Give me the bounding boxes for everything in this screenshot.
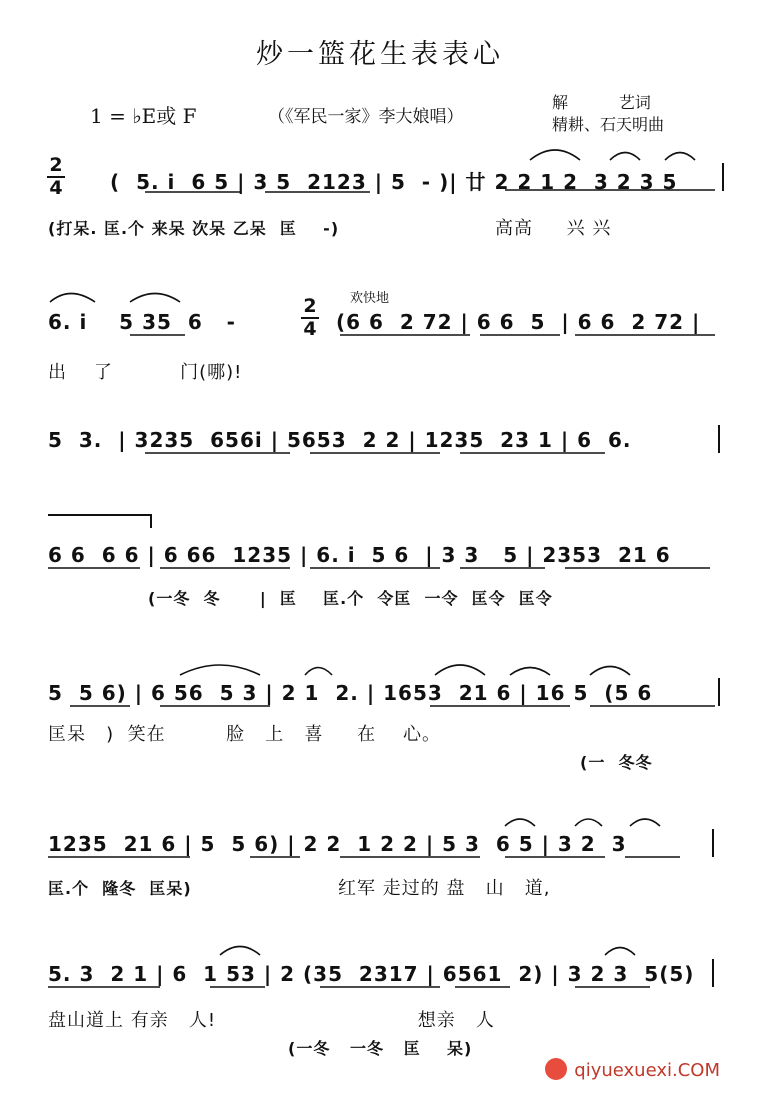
slur-mark xyxy=(50,294,95,303)
slur-mark xyxy=(505,819,535,826)
row5-percussion: (一 冬冬 xyxy=(580,753,653,772)
row7-lyrics: 盘山道上 有亲 人! 想亲 人 xyxy=(48,1010,495,1031)
time-sig-top: 2 xyxy=(49,154,63,176)
song-title: 炒一篮花生表表心 xyxy=(256,39,504,70)
row4-percussion: (一冬 冬 | 匡 匡.个 令匡 一令 匡令 匡令 xyxy=(148,589,553,608)
slur-mark xyxy=(220,947,260,956)
lyricist-credit: 解 艺词 xyxy=(552,93,651,112)
watermark-logo-icon xyxy=(545,1058,567,1080)
time-sig-bottom: 4 xyxy=(49,177,63,199)
row2-notes-a: 6. i 5 35 6 - xyxy=(48,310,236,334)
slur-mark xyxy=(180,665,260,675)
row6-percussion: 匡.个 隆冬 匡呆) xyxy=(48,879,192,898)
slur-mark xyxy=(575,819,602,826)
row6-notes: 1235 21 6 | 5 5 6) | 2 2 1 2 2 | 5 3 6 5 | 3 2 3 xyxy=(48,832,627,856)
row5-notes: 5 5 6) | 6 56 5 3 | 2 1 2. | 1653 21 6 | 16 5 (5 6 xyxy=(48,681,653,705)
slur-mark xyxy=(665,153,695,161)
row3-notes: 5 3. | 3235 656i | 5653 2 2 | 1235 23 1 | 6 6. xyxy=(48,428,632,452)
row7-notes: 5. 3 2 1 | 6 1 53 | 2 (35 2317 | 6561 2) | 3 2 3 5(5) xyxy=(48,962,695,986)
row1-lyrics: 高高 兴 兴 xyxy=(495,218,612,239)
slur-mark xyxy=(530,150,580,160)
slur-mark xyxy=(605,948,635,956)
row1-percussion: (打呆. 匡.个 来呆 次呆 乙呆 匡 -) xyxy=(48,219,340,238)
source-note: （《军民一家》李大娘唱） xyxy=(268,107,464,127)
row5-lyrics: 匡呆 ) 笑在 脸 上 喜 在 心。 xyxy=(48,724,441,745)
time-sig-top-2: 2 xyxy=(303,295,317,317)
slur-mark xyxy=(130,294,180,303)
row7-percussion: (一冬 一冬 匡 呆) xyxy=(288,1039,473,1058)
slur-mark xyxy=(590,667,630,676)
row4-notes: 6 6 6 6 | 6 66 1235 | 6. i 5 6 | 3 3 5 | 2353 21 6 xyxy=(48,543,671,567)
tempo-marking: 欢快地 xyxy=(350,291,390,306)
row1-notes: ( 5. i 6 5 | 3 5 2123 | 5 - )| 廿 2 2 1 2 3 2 3 5 xyxy=(110,170,678,194)
row6-lyrics: 红军 走过的 盘 山 道, xyxy=(338,878,551,899)
slur-mark xyxy=(630,819,660,826)
watermark-text: qiyuexuexi.COM xyxy=(574,1060,720,1081)
composer-credit: 精耕、石天明曲 xyxy=(552,115,665,134)
slur-mark xyxy=(435,665,485,675)
key-signature: 1 = ♭E或 F xyxy=(90,104,197,128)
slur-mark xyxy=(305,668,332,676)
slur-mark xyxy=(610,153,640,161)
row2-lyrics: 出 了 门(哪)! xyxy=(48,362,243,383)
slur-mark xyxy=(510,668,550,676)
row2-notes-b: (6 6 2 72 | 6 6 5 | 6 6 2 72 | xyxy=(336,310,701,334)
time-sig-bottom-2: 4 xyxy=(303,318,317,340)
